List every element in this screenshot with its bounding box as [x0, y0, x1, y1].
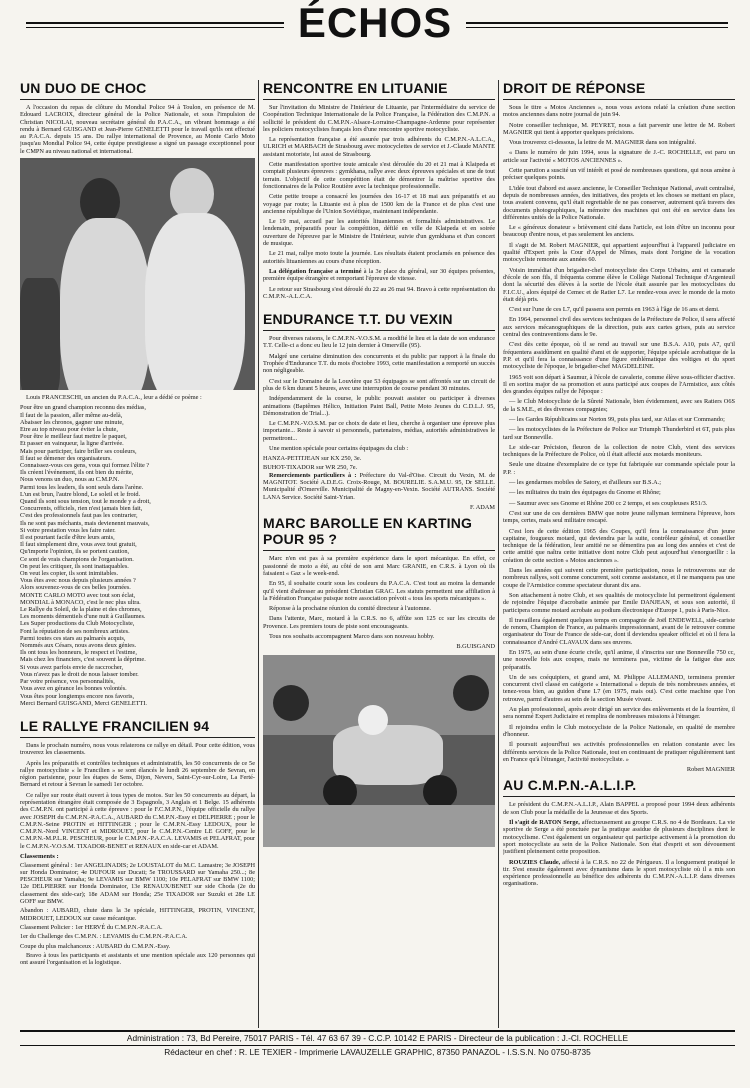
vexin-thanks-lead: Remerciements particuliers à : — [269, 471, 357, 479]
masthead-rule-left-thin — [26, 27, 284, 28]
article-title-lituanie: RENCONTRE EN LITUANIE — [263, 80, 448, 96]
poem-line: Mais chez les financiers, c'est souvent la déprime. — [20, 656, 146, 664]
lituanie-p3: Cette manifestation sportive toute amicale s'est déroulée du 20 et 21 mai à Klaipeda et comptait plusieurs épreuves : gymkhana, rallye avec deux épreuves spéciales et une de tout terrain. L'objectif de cette compétition était de démontrer la maîtrise sportive des fonctionnaires de la Police Routière avec la technique professionnelle. — [263, 161, 495, 190]
droit-paragraph: Son attachement à notre Club, et ses qualités de motocycliste lui permettront également de rejoindre l'équipe d'acrobatie animée par Emile DANJEAN, et sous son autorité, il participera comme motard acrobate au podium électronique d'Europe 1, puis à Paris-Nice. — [503, 591, 735, 614]
poem-line: Par votre présence, vos personnalités, — [20, 678, 115, 686]
title-rule — [20, 737, 255, 738]
poem-line: C'est des professionnels faut pas les contrarier, — [20, 512, 138, 520]
poem-line: Ce sont de vrais champions de l'organisation. — [20, 555, 134, 563]
droit-paragraph: Sous le titre « Motos Anciennes », nous vous avions relaté la création d'une section motos anciennes dans notre journal de juin 94. — [503, 104, 735, 119]
classement-abandon: Abandon : AUBARD, chute dans la 3e spéciale, HITTINGER, PROTIN, VINCENT, MIDROUET, LEDOUX sur casse mécanique. — [20, 907, 255, 922]
barolle-p1: Marc n'en est pas à sa première expérience dans le sport mécanique. En effet, ce passionné de moto a été, au côté de son ami Marc GRANIE, en C.R.S. à Lyon où ils faisaient « Gaz » le week-end. — [263, 555, 495, 577]
photo-duo-toulon — [20, 158, 255, 390]
droit-paragraph: L'idée tout d'abord est assez ancienne, le Conseiller Technique National, avait centralisé, depuis de nombreuses années, des initiatives, des projets et les choses se mettant en place, tous avaient convenu, qu'il était regrettable de ne pas conserver, autrement qu'à travers des documents photographiques, la mémoire des machines qui ont été en service dans les différentes unités de la Police Nationale. — [503, 184, 735, 221]
column-divider — [498, 80, 499, 1028]
poem-line: Ils ne sont pas méchants, mais devienennt mauvais, — [20, 519, 150, 527]
poem-line: Vous avez en gérance les bonnes volontés. — [20, 685, 127, 693]
poem-line: Il faut de la passion, aller même au-delà, — [20, 411, 123, 419]
poem-line: Les Super productions du Club Motocycliste, — [20, 620, 135, 628]
masthead — [0, 0, 750, 48]
classement-general: Classement général : 1er ANGELINADIS; 2e LOUSTALOT du M.C. Lamastre; 3e JOSEPH sur Honda Dominator; 4e DUFOUR sur Ducati; 5e TROUSSARD sur Yamaha 250...; 8e PESCHEUR sur Yamaha; 9e LEVAMIS sur BMW 1100; 10e PELAFRAT sur BMW 1100; 12e DELPIERRE sur Honda Dominator, 13e RENAUX/BENET sur side Choda (2e du classement des side-car); 18e ADAM sur Honda; 25e TIXADOR sur Suzuki et 28e LE GOFF sur BMW. — [20, 861, 255, 906]
droit-paragraph: C'est lors de cette édition 1965 des Coupes, qu'il fera la connaissance d'un jeune capitaine, fougueux motard, qui deviendra par la suite, contrôleur général, et conseiller technique de la fédération, leur amitié ne se démentira pas au long des années et c'est de cette amitié que naîtra cette initiative dont notre Club peut aujourd'hui s'enorgueillir : la création de cette section « Motos anciennes ». — [503, 527, 735, 564]
poem-line: Alors souvenez-vous de ces belles journées. — [20, 584, 131, 592]
droit-paragraph: Vous trouverez ci-dessous, la lettre de M. MAGNIER dans son intégralité. — [509, 139, 697, 147]
vexin-thanks — [263, 472, 495, 501]
article-title-rallye: LE RALLYE FRANCILIEN 94 — [20, 717, 210, 734]
poem-line: Quand ils sont sous tension, tout le monde y a droit, — [20, 498, 151, 506]
classement-malchanceux: Coupe du plus malchanceux : AUBARD du C.M.P.N.-Essy. — [20, 942, 171, 950]
page-title: ÉCHOS — [297, 0, 453, 46]
droit-paragraph: — les militaires du train des équipages du Gnome et Rhône; — [509, 489, 661, 497]
droit-paragraph: C'est sur une de ces dernières BMW que notre jeune rallyman terminera l'épreuve, hors temps, certes, mais seul militaire rescapé. — [503, 509, 735, 525]
droit-paragraph: Dans les années qui suivent cette première participation, nous le retrouverons sur de nombreux rallyes, soit comme concurrent, soit comme assistance, et il ne manquera pas une coupe de l'Armistice comme spectateur durant dix ans. — [503, 567, 735, 589]
droit-paragraph: Cette parution a suscité un vif intérêt et posé de nombreuses questions, qui nous amène à préciser quelques points. — [503, 167, 735, 182]
lituanie-p2: La représentation française a été assurée par trois adhérents du C.M.P.N.-A.L.C.A., ULRICH et MARBACH de Strasbourg avec motocyclettes de service et J.-Claude MANTE assistant motoriste, lui aussi de Strasbourg. — [263, 136, 495, 158]
rallye-p2: Après les préparatifs et contrôles techniques et administratifs, les 50 concurrents de ce 5e rallye motocycliste « le Francilien » se sont élancés le lundi 26 septembre de Sevran, en région parisienne, pour les étapes de Sens, Dijon, Nevers, Saint-Cyr-sur-Loire, La Ferté-Bernard et retour à Sevran le samedi 1er octobre. — [20, 759, 255, 789]
poem-line: L'un est brun, l'autre blond, Le soleil et le froid. — [20, 490, 141, 498]
vexin-p2: Malgré une certaine diminution des concurrents et du public par rapport à la finale du Trophée d'Endurance T.T. du mois d'octobre 1993, cette manifestation a remporté un succès non négligeable. — [263, 352, 495, 375]
vexin-crew: BUHOT-TIXADOR sur WR 250, 7e. — [263, 463, 358, 471]
poem-line: Pour être le meilleur faut mettre le paquet, — [20, 433, 127, 441]
footer-redaction: Rédacteur en chef : R. LE TEXIER - Imprimerie LAVAUZELLE GRAPHIC, 87350 PANAZOL - I.S.S.N. No 0750-8735 — [20, 1045, 735, 1059]
lituanie-p4: Cette petite troupe a consacré les journées des 16-17 et 18 mai aux préparatifs et au voyage par route; la Lituanie est à plus de 1500 km de la France et de plus c'est une ancienne république de l'Union Soviétique, maintenant indépendante. — [263, 193, 495, 215]
poem-line: Ils créent l'événement, ils ont bien du mérite, — [20, 469, 134, 477]
droit-paragraph: Il travaillera également quelques temps en compagnie de Joël ENDEWELL, side-cariste de renom, Champion de France, au palmarès impressionnant, avant de le retrouver comme organisateur du Tour de France de side-car, dont il deviendra speaker officiel et où il fera la connaissance d'André CLAVAUX dans ses œuvres. — [503, 616, 735, 646]
poem-line: Il faut simplement dire, vous avez tout gratuit, — [20, 541, 137, 549]
droit-paragraph: « Dans le numéro de juin 1994, sous la signature de J.-C. ROCHELLE, est paru un article sur l'activité « MOTOS ANCIENNES ». — [503, 149, 735, 164]
droit-paragraph: — les gendarmes mobiles de Satory, et d'ailleurs sur B.S.A.; — [509, 479, 662, 487]
poem-line: Nous venons un duo, nous au C.M.P.N. — [20, 476, 120, 484]
droit-paragraph: En 1975, au sein d'une écurie civile, qu'il anime, il s'inscrira sur une Bonneville 750 cc, une nouvelle fois aux coupes, mais ne terminera pas, victime de la fatigue due aux préparatifs. — [503, 649, 735, 671]
poem — [20, 404, 255, 707]
poem-line: Il faut se démener des organisateurs. — [20, 454, 112, 462]
poem-line: Vous n'avez pas le droit de nous laisser tomber. — [20, 670, 139, 678]
title-rule — [503, 99, 735, 100]
lituanie-p1: Sur l'invitation du Ministre de l'Intérieur de Lituanie, par l'intermédiaire du service de Coopération Technique Internationale de la Police Française, la Fédération des C.M.P.N. a sollicité le président du C.M.P.N.-Alsace-Lorraine-Champagne-Ardenne pour représenter les policiers motocyclistes français lors d'une rencontre sportive motocycliste. — [263, 104, 495, 133]
masthead-rule-right — [466, 22, 728, 24]
droit-paragraph: Un de ses coéquipiers, et grand ami, M. Philippe ALLEMAND, terminera premier concurrent civil classé en catégorie « International » depuis de très nombreuses années, et tenez-vous bien, au guidon d'une L7 (en 1975, mais oui). C'est cette machine que l'on retrouve, parmi d'autres au sein de la section Musée vivant. — [503, 673, 735, 703]
column-middle — [263, 80, 495, 1028]
poem-line: Merci Bernard GUISGAND, Merci GENELETTI. — [20, 699, 147, 707]
barolle-p4: Dans l'attente, Marc, motard à la C.R.S. no 6, affûte son 125 cc sur les circuits de Provence. Les premiers tours de piste sont encourageants. — [263, 615, 495, 630]
alip-p3-text: affecté à la C.R.S. no 22 de Périgueux. Il a longuement pratiqué le tir. S'est ensuite également avec dynamisme dans le sport motocycliste où il a mis son expérience professionnelle au bénéfice des adhérents du C.M.P.N.-A.L.I.P. dans diverses organisations. — [503, 858, 735, 888]
poem-line: Si votre prestation vous les faire rater. — [20, 526, 116, 534]
classements-heading: Classements : — [20, 853, 59, 861]
droit-paragraph: — les motocyclistes de la Préfecture de Police sur Triumph Thunderbird et 6T, puis plus tard sur Bonneville. — [503, 426, 735, 441]
vexin-signature: F. ADAM — [469, 504, 495, 512]
droit-paragraph: Voisin immédiat d'un brigadier-chef motocycliste des Corps Urbains, ami et camarade d'école de son fils, il fréquenta comme élève le Collège National Technique d'Argenteuil dont la sécurité des élèves à la sortie de l'école était assurée par les motocyclistes du F.I.C.U., alors équipé de Cemec et de Ratier L7. Le rendez-vous avec le monde de la moto était déjà pris. — [503, 266, 735, 303]
droit-paragraph: — les Gardes Républicains sur Norton 99, puis plus tard, sur Atlas et sur Commando; — [509, 415, 725, 423]
article-title-duo: UN DUO DE CHOC — [20, 80, 147, 96]
poem-intro: Louis FRANCESCHI, un ancien du P.A.C.A., leur a dédié ce poème : — [26, 394, 202, 402]
poem-line: Mais pour participer, faire briller ses couleurs, — [20, 447, 137, 455]
vexin-p3: C'est sur le Domaine de la Louvière que 53 équipages se sont affrontés sur un circuit de plus de 6 km durant 5 heures, avec une interruption de course pendant 30 minutes. — [263, 377, 495, 392]
droit-paragraph: Il rejoindra enfin le Club motocycliste de la Police Nationale, en qualité de membre d'honneur. — [503, 723, 735, 738]
poem-line: Qu'importe l'opinion, ils se portent caution, — [20, 548, 130, 556]
droit-paragraph: Il poursuit aujourd'hui ses activités professionnelles en relation constante avec les différents services de la Police Nationale, tout en continuant de pratiquer régulièrement tant en France qu'à l'étranger, l'activité motocycliste. » — [503, 741, 735, 763]
poem-line: Si vous avez parfois envie de raccrocher, — [20, 663, 124, 671]
droit-paragraph: — Saumur avec ses Gnome et Rhône 200 cc 2 temps, et ses coupleuses R51/3. — [509, 499, 708, 507]
rallye-p1: Dans le prochain numéro, nous vous relaterons ce rallye en détail. Pour cette édition, vous trouverez les classements. — [20, 741, 255, 757]
lituanie-p7-text: à la 3e place du général, sur 30 équipes présentes, première équipe étrangère et remportant l'épreuve de vitesse. — [263, 267, 495, 283]
droit-paragraph: Notre conseiller technique, M. PEYRET, nous a fait parvenir une lettre de M. Robert MAGNIER qui tient à apporter quelques précisions. — [503, 121, 735, 136]
classement-challenge: 1er du Challenge des C.M.P.N. : LEVAMIS du C.M.P.N.-P.A.C.A. — [20, 933, 188, 941]
droit-paragraph: En 1964, personnel civil des services techniques de la Préfecture de Police, il sera affecté aux services mécanographiques de la direction, puis aux cartes grises, puis au service central des contraventions dans le 9e. — [503, 316, 735, 339]
alip-p2-text: affectueusement au groupe C.R.S. no 4 de Bordeaux. La vie sportive de Serge a été ponctuée par la pratique assidue de plusieurs disciplines dont le motocyclisme. C'est également un organisateur qui participe activement à la promotion du sport motocycliste au sein de la Police Nationale. Son état d'esprit et son dévouement justifient pleinement cette proposition. — [503, 819, 735, 856]
poem-line: On veut les copier, ils sont inimitables. — [20, 570, 119, 578]
article-title-droit: DROIT DE RÉPONSE — [503, 80, 646, 96]
alip-p2 — [503, 819, 735, 855]
poem-line: Le Rallye du Soleil, de la plaine et des chromes, — [20, 606, 142, 614]
barolle-p5: Tous nos souhaits accompagnent Marco dans son nouveau hobby. — [269, 633, 435, 641]
footer-administration: Administration : 73, Bd Pereire, 75017 PARIS - Tél. 47 63 67 39 - C.C.P. 10142 E PARIS - Directeur de la publication : J.-Cl. ROCHELLE — [126, 1033, 629, 1043]
vexin-p4: Indépendamment de la course, le public pouvait assister ou participer à diverses animations (Baptêmes Hélico, Initiation Paint Ball, Petite Moto Jeunes du C.D.L.J. 95, Démonstration de Trial...). — [263, 395, 495, 417]
poem-line: Concurrents, officiels, rien n'est jamais bien fait, — [20, 505, 143, 513]
vexin-p5: Le C.M.P.N.-V.O.S.M. par ce choix de date et lieu, cherche à organiser une épreuve plus importante... Reste à savoir si personnels, partenaires, médias, autorités administratives le permettront... — [263, 420, 495, 442]
alip-p2-lead: Il s'agit de RATON Serge, — [509, 819, 580, 827]
title-rule — [503, 796, 735, 797]
poem-line: Parmi toutes ces stars au palmarès acquis, — [20, 634, 126, 642]
poem-line: On peut les critiquer, ils sont inattaquables. — [20, 562, 129, 570]
classement-policier: Classement Policier : 1er HERVÉ du C.M.P.N.-P.A.C.A. — [20, 923, 163, 931]
lituanie-p7 — [263, 268, 495, 283]
column-left — [20, 80, 255, 1028]
masthead-rule-left — [26, 22, 284, 24]
poem-line: Les moments démentiels d'une nuit à Guillaumes. — [20, 613, 146, 621]
poem-line: MONDIAL à MONACO, c'est le nec plus ultra. — [20, 598, 141, 606]
title-rule — [20, 99, 255, 100]
droit-paragraph: Seule une dizaine d'exemplaire de ce type fut fabriquée sur commande spéciale pour la P.P. : — [503, 461, 735, 476]
article-title-alip: AU C.M.P.N.-A.L.I.P. — [503, 777, 637, 794]
droit-paragraph: — le Club Motocycliste de la Sûreté Nationale, bien évidemment, avec ses Ratiers O6S de la S.M.E., et des diverses compagnies; — [503, 398, 735, 413]
poem-line: Parmi tous les leaders, ils sont seuls dans l'arène. — [20, 483, 144, 491]
barolle-signature: B.GUISGAND — [456, 643, 495, 651]
rallye-p3: Ce rallye sur route était ouvert à tous types de motos. Sur les 50 concurrents au départ, la représentation étrangère était composée de 3 Espagnols, 3 Anglais et 1 Belge. 15 adhérents des C.M.P.N. ont participé à cette épreuve : pour le F.C.M.P.N., l'équipe officielle du rallye avec JOSEPH du C.M.P.N.-P.A.C.A., AUBARD du C.M.P.N.-Essy et DELPIERRE ; pour le C.M.P.N.-Seine PROTIN et HITTINGER ; pour le C.M.P.N.-Essy LEDOUX, pour le C.M.P.N.-Nord VINCENT et MIDROUET, pour le C.M.P.N.-Centre LE GOFF, pour le C.M.P.N.-M.P.L.R. PESCHEUR, pour le C.M.P.N.-P.A.C.A. LEVAMIS et PELAFRAT, pour le C.M.P.N.-V.O.S.M. TIXADOR-BENET et RENAUX en side-car et ADAM. — [20, 791, 255, 850]
poem-line: Pour être un grand champion reconnu des médias, — [20, 404, 146, 412]
alip-p3-lead: ROUZIES Claude, — [509, 858, 561, 866]
barolle-p2: En 95, il souhaite courir sous les couleurs du P.A.C.A. C'est tout au moins la demande qu'il vient d'adresser au président Christian GRAC. Les statuts permettent une affiliation à la Fédération Française puisque notre association prévoit « tous les sports mécaniques ». — [263, 580, 495, 602]
column-divider — [258, 80, 259, 1028]
vexin-crew: HANZA-PETITJEAN sur KX 250, 3e. — [263, 455, 362, 463]
poem-line: Vous êtes pour longtemps encore nos favoris, — [20, 692, 135, 700]
photo-karting — [263, 655, 495, 847]
droit-signature: Robert MAGNIER — [686, 766, 735, 774]
poem-line: Abaisser les chronos, gagner une minute, — [20, 418, 124, 426]
vexin-p1: Pour diverses raisons, le C.M.P.N.-V.O.S.M. a modifié le lieu et la date de son endurance T.T. Celle-ci a donc eu lieu le 12 juin dernier à Omerville (95). — [263, 335, 495, 350]
poem-line: Vous êtes avec nous depuis plusieurs années ? — [20, 577, 136, 585]
droit-paragraph: C'est dès cette époque, où il se rend au travail sur une B.S.A. A10, puis A7, qu'il fréquentera assidûment en qualité d'ami et de supporter, l'équipe spéciale acrobatique de la P.P. et qu'il fera la connaissance d'une figure emblématique des voltiges et du sport motocycliste de l'époque, le brigadier-chef MAGDELEINE. — [503, 341, 735, 371]
poem-line: Il est pourtant facile d'être leurs amis, — [20, 534, 115, 542]
poem-line: Nommés aux Césars, nous avons deux génies. — [20, 642, 137, 650]
duo-intro: A l'occasion du repas de clôture du Mondial Police 94 à Toulon, en présence de M. Edouard LACROIX, directeur général de la Police Nationale, et sous l'impulsion de Christian NICOLAI, nouveau secrétaire général du P.A.C.A., un vibrant hommage a été rendu à Bernard GUISGAND et Jean-Pierre GENELETTI pour le travail qu'ils ont effectué au P.A.C.A. depuis 15 ans. Du rallye international de Provence, au Monte Carlo Moto jusqu'au Mondial Police 94, cette équipe prestigieuse a signé un passage exceptionnel pour le CMPN au niveau national et international. — [20, 104, 255, 155]
lituanie-p7-lead: La délégation française a terminé — [269, 267, 362, 275]
droit-paragraph: Le « généreux donateur » brièvement cité dans l'article, est loin d'être un inconnu pour beaucoup d'entre nous, et pas seulement les anciens. — [503, 224, 735, 239]
page-footer — [20, 1030, 735, 1078]
droit-paragraph: 1965 voit son départ à Saumur, à l'école de cavalerie, comme élève sous-officier d'active. Il en sortira major de sa promotion et aura participé aux coupes de l'Armistice, aux côtés des grandes équipes rallye de l'époque : — [503, 373, 735, 396]
title-rule — [263, 550, 495, 551]
poem-line: MONTE CARLO MOTO avec tout son éclat, — [20, 591, 136, 599]
droit-paragraph: C'est sur l'une de ces L7, qu'il passera son permis en 1963 à l'âge de 16 ans et demi. — [509, 306, 720, 314]
title-rule — [263, 99, 495, 100]
article-title-barolle: MARC BAROLLE EN KARTING POUR 95 ? — [263, 515, 473, 548]
alip-p3 — [503, 859, 735, 888]
poem-line: Ils ont tous les honneurs, le respect et l'estime, — [20, 649, 137, 657]
poem-line: Font la réputation de ses nombreux artistes. — [20, 627, 130, 635]
poem-line: Etre au top niveau pour éviter la chute, — [20, 425, 118, 433]
vexin-mention: Une mention spéciale pour certains équipages du club : — [269, 444, 409, 452]
droit-paragraph: Il s'agit de M. Robert MAGNIER, qui appartient aujourd'hui à l'appareil judiciaire en qualité d'Expert près la Cour d'Appel de Nîmes, mais dont l'origine de la vocation motocycliste remonte aux années 60. — [503, 241, 735, 264]
lituanie-p5: Le 19 mai, accueil par les autorités lituaniennes et formalités administratives. Le lendemain, préparatifs pour la compétition, défilé en ville de Klaipeda et en soirée ouverture de l'épreuve par le Ministre de l'Intérieur, suivie d'un gymkhana et d'un concert de musique. — [263, 218, 495, 248]
vexin-thanks-text: Préfecture du Val-d'Oise. Circuit du Vexin, M. de MAGNITOT. Société A.D.E.G. Croix-Rouge, M. BOURELIE. S.A.M.U. 95, Dr SELLE. Municipalité d'Omerville. Municipalité de Magny-en-Vexin. Société AUTRANS. Société LANA Service. Société Saint-Yrian. — [263, 471, 495, 501]
lituanie-p6: Le 21 mai, rallye moto toute la journée. Les résultats étaient proclamés en présence des autorités lituaniennes au cours d'une réception. — [263, 250, 495, 265]
lituanie-p8: Le retour sur Strasbourg s'est déroulé du 22 au 26 mai 94. Bravo à cette représentation du C.M.P.N.-A.L.C.A. — [263, 285, 495, 300]
barolle-p3: Réponse à la prochaine réunion du comité directeur à l'automne. — [269, 605, 431, 613]
poem-line: Et passer en vainqueur, la ligne d'arrivée. — [20, 440, 124, 448]
title-rule — [263, 330, 495, 331]
alip-p1: Le président du C.M.P.N.-A.L.I.P., Alain BAPPEL a proposé pour 1994 deux adhérents de son Club pour la médaille de la Jeunesse et des Sports. — [503, 801, 735, 816]
rallye-p4: Bravo à tous les participants et assistants et une mention spéciale aux 120 personnes qui ont assuré l'organisation et la logistique. — [20, 951, 255, 967]
poem-line: Connaissez-vous ces gens, vous qui formez l'élite ? — [20, 462, 150, 469]
article-title-vexin: ENDURANCE T.T. DU VEXIN — [263, 311, 453, 328]
masthead-rule-right-thin — [466, 27, 728, 28]
droit-paragraph: Au plan professionnel, après avoir dirigé un service des enlèvements et de la fourrière, il sera nommé Expert Judiciaire et remplira de nombreuses missions à l'étranger. — [503, 706, 735, 721]
column-right — [503, 80, 735, 1028]
droit-paragraph: Le side-car Précision, fleuron de la collection de notre Club, vient des services techniques de la Préfecture de Police, où il était affecté aux motards moniteurs. — [503, 443, 735, 459]
